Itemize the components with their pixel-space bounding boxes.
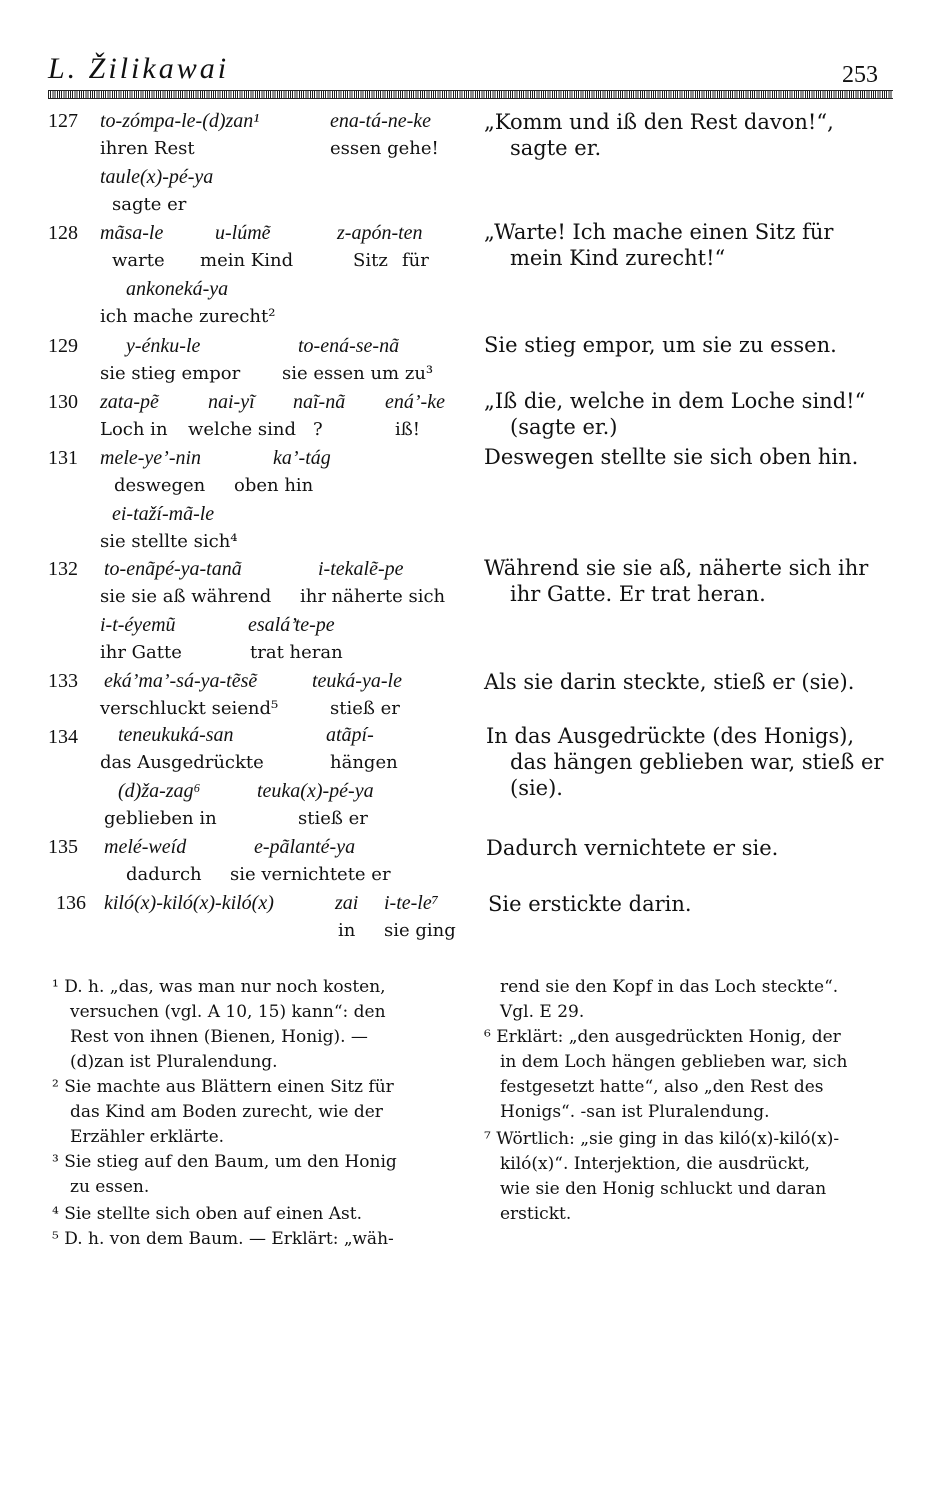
native-word: esalá’te-pe: [248, 614, 335, 636]
footnote-line: ¹ D. h. „das, was man nur noch kosten,: [52, 977, 386, 997]
native-word: melé-weíd: [104, 836, 187, 858]
gloss: trat heran: [250, 642, 343, 663]
native-word: to-zómpa-le-(d)zan¹: [100, 110, 260, 132]
native-word: atãpí-: [326, 724, 374, 746]
translation-line: Dadurch vernichtete er sie.: [486, 836, 779, 860]
gloss: Loch in: [100, 419, 168, 440]
gloss: hängen: [330, 752, 398, 773]
gloss: ihren Rest: [100, 138, 195, 159]
native-word: teuka(x)-pé-ya: [257, 780, 374, 802]
translation-line: (sagte er.): [510, 415, 618, 439]
gloss: Sitz: [353, 250, 388, 271]
translation-line: Sie erstickte darin.: [488, 892, 692, 916]
footnote-line: kiló(x)“. Interjektion, die ausdrückt,: [500, 1154, 810, 1174]
gloss: mein Kind: [200, 250, 294, 271]
native-word: ená’-ke: [385, 391, 445, 413]
native-word: zata-pẽ: [100, 391, 159, 413]
native-word: mele-ye’-nin: [100, 447, 202, 469]
translation-line: „Komm und iß den Rest davon!“,: [484, 110, 834, 134]
footnote-line: Honigs“. -san ist Pluralendung.: [500, 1102, 770, 1122]
translation-line: ihr Gatte. Er trat heran.: [510, 582, 766, 606]
native-word: teneukuká-san: [118, 724, 234, 746]
header-rule: [48, 90, 893, 99]
translation-line: Während sie sie aß, näherte sich ihr: [484, 556, 869, 580]
translation-line: Als sie darin steckte, stieß er (sie).: [484, 670, 855, 694]
native-word: ankoneká-ya: [126, 278, 229, 300]
gloss: deswegen: [114, 475, 206, 496]
footnote-line: festgesetzt hatte“, also „den Rest des: [500, 1077, 824, 1097]
footnote-line: Rest von ihnen (Bienen, Honig). —: [70, 1027, 368, 1047]
native-word: i-tekalẽ-pe: [318, 558, 404, 580]
footnote-line: (d)zan ist Pluralendung.: [70, 1052, 278, 1072]
native-word: ena-tá-ne-ke: [330, 110, 432, 132]
gloss: oben hin: [234, 475, 314, 496]
translation-line: In das Ausgedrückte (des Honigs),: [486, 724, 855, 748]
gloss: für: [402, 250, 429, 271]
footnote-line: in dem Loch hängen geblieben war, sich: [500, 1052, 848, 1072]
translation-line: Deswegen stellte sie sich oben hin.: [484, 445, 859, 469]
footnote-line: rend sie den Kopf in das Loch steckte“.: [500, 977, 839, 997]
gloss: sie stellte sich⁴: [100, 531, 238, 552]
native-word: to-ená-se-nã: [298, 335, 400, 357]
footnote-line: ⁶ Erklärt: „den ausgedrückten Honig, der: [484, 1027, 841, 1047]
translation-line: sagte er.: [510, 136, 602, 160]
gloss: welche sind: [188, 419, 296, 440]
translation-line: mein Kind zurecht!“: [510, 246, 726, 270]
verse-number: 127: [48, 110, 78, 132]
native-word: kiló(x)-kiló(x)-kiló(x): [104, 892, 274, 914]
gloss: warte: [112, 250, 165, 271]
verse-number: 133: [48, 670, 78, 692]
gloss: sie essen um zu³: [282, 363, 434, 384]
footnote-line: ³ Sie stieg auf den Baum, um den Honig: [52, 1152, 397, 1172]
gloss: das Ausgedrückte: [100, 752, 264, 773]
gloss: sie vernichtete er: [230, 864, 391, 885]
gloss: verschluckt seiend⁵: [100, 698, 279, 719]
gloss: ich mache zurecht²: [100, 306, 276, 327]
page-number: 253: [842, 62, 878, 88]
footnote-line: ⁴ Sie stellte sich oben auf einen Ast.: [52, 1204, 362, 1224]
footnote-line: erstickt.: [500, 1204, 572, 1224]
footnote-line: ⁵ D. h. von dem Baum. — Erklärt: „wäh-: [52, 1229, 394, 1249]
native-word: naĩ-nã: [293, 391, 346, 413]
gloss: sagte er: [112, 194, 187, 215]
gloss: geblieben in: [104, 808, 217, 829]
translation-line: das hängen geblieben war, stieß er: [510, 750, 884, 774]
verse-number: 130: [48, 391, 78, 413]
verse-number: 132: [48, 558, 78, 580]
native-word: ka’-tág: [273, 447, 331, 469]
footnote-line: ⁷ Wörtlich: „sie ging in das kiló(x)-kiló(x)-: [484, 1129, 840, 1149]
footnote-line: zu essen.: [70, 1177, 150, 1197]
gloss: iß!: [395, 419, 421, 440]
gloss: ?: [313, 419, 323, 440]
gloss: stieß er: [330, 698, 400, 719]
gloss: sie stieg empor: [100, 363, 241, 384]
footnote-line: wie sie den Honig schluckt und daran: [500, 1179, 827, 1199]
running-header-title: L. Žilikawai: [48, 52, 230, 85]
footnote-line: versuchen (vgl. A 10, 15) kann“: den: [70, 1002, 386, 1022]
verse-number: 135: [48, 836, 78, 858]
native-word: zai: [335, 892, 359, 914]
translation-line: „Iß die, welche in dem Loche sind!“: [484, 389, 866, 413]
gloss: essen gehe!: [330, 138, 439, 159]
translation-line: „Warte! Ich mache einen Sitz für: [484, 220, 834, 244]
native-word: taule(x)-pé-ya: [100, 166, 214, 188]
verse-number: 129: [48, 335, 78, 357]
verse-number: 131: [48, 447, 78, 469]
native-word: u-lúmẽ: [215, 222, 271, 244]
verse-number: 136: [56, 892, 86, 914]
footnote-line: Vgl. E 29.: [500, 1002, 585, 1022]
native-word: mãsa-le: [100, 222, 164, 244]
native-word: i-te-le⁷: [384, 892, 439, 914]
native-word: nai-yĩ: [208, 391, 255, 413]
footnote-line: das Kind am Boden zurecht, wie der: [70, 1102, 383, 1122]
gloss: sie ging: [384, 920, 456, 941]
gloss: ihr Gatte: [100, 642, 182, 663]
gloss: stieß er: [298, 808, 368, 829]
gloss: in: [338, 920, 356, 941]
verse-number: 134: [48, 726, 78, 748]
footnote-line: Erzähler erklärte.: [70, 1127, 225, 1147]
native-word: y-énku-le: [126, 335, 201, 357]
native-word: to-enãpé-ya-tanã: [104, 558, 242, 580]
native-word: eká’ma’-sá-ya-tẽsẽ: [104, 670, 258, 692]
native-word: e-pãlanté-ya: [254, 836, 356, 858]
native-word: teuká-ya-le: [312, 670, 402, 692]
translation-line: (sie).: [510, 776, 563, 800]
translation-line: Sie stieg empor, um sie zu essen.: [484, 333, 837, 357]
gloss: sie sie aß während: [100, 586, 272, 607]
native-word: (d)ža-zag⁶: [118, 780, 201, 802]
native-word: z-apón-ten: [337, 222, 423, 244]
native-word: i-t-éyemũ: [100, 614, 176, 636]
gloss: dadurch: [126, 864, 202, 885]
verse-number: 128: [48, 222, 78, 244]
gloss: ihr näherte sich: [300, 586, 446, 607]
footnote-line: ² Sie machte aus Blättern einen Sitz für: [52, 1077, 394, 1097]
native-word: ei-taží-mã-le: [112, 503, 215, 525]
